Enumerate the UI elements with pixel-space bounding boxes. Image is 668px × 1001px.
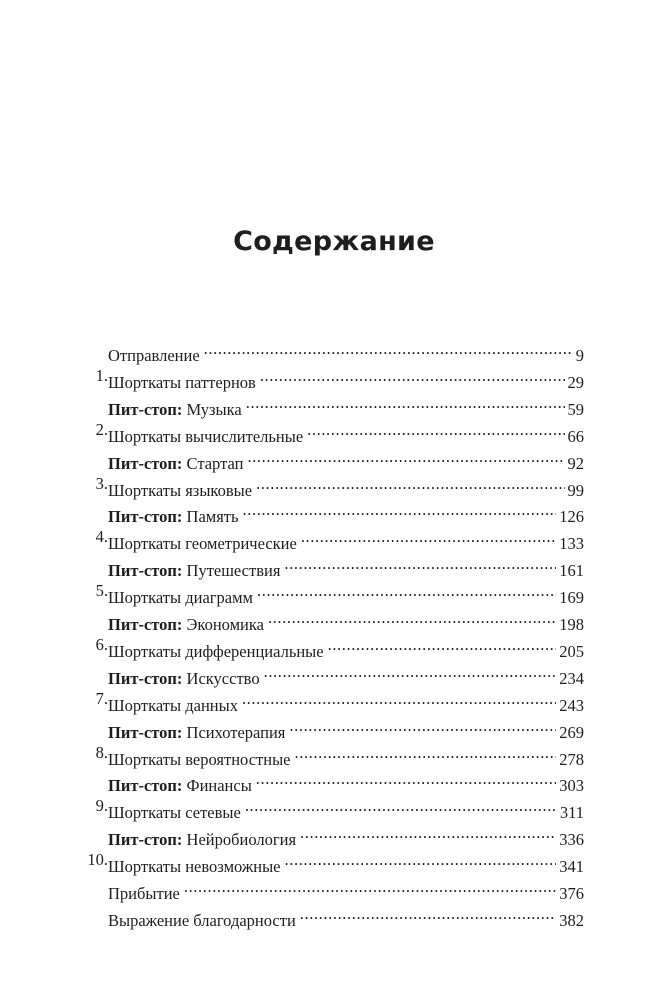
dot-leader	[300, 902, 556, 926]
toc-page-number: 126	[559, 507, 584, 527]
dot-leader	[328, 633, 557, 657]
pit-stop-prefix: Пит-стоп:	[108, 776, 183, 796]
toc-entry-label: Финансы	[186, 776, 252, 796]
toc-row[interactable]	[0, 875, 668, 903]
pit-stop-prefix: Пит-стоп:	[108, 453, 183, 473]
toc-page-number: 234	[559, 668, 584, 688]
dot-leader	[284, 552, 556, 576]
toc-page-number: 29	[567, 372, 584, 392]
pit-stop-prefix: Пит-стоп:	[108, 615, 183, 634]
toc-entry	[108, 902, 584, 933]
dot-leader	[256, 767, 556, 791]
toc-row[interactable]	[0, 391, 668, 419]
toc-entry-label: Путешествия	[186, 561, 281, 581]
dot-leader	[247, 445, 564, 469]
toc-entry-label: Шорткаты диаграмм	[108, 588, 253, 608]
toc-entry-title	[108, 909, 300, 933]
toc-page-number: 243	[559, 695, 584, 715]
dot-leader	[268, 606, 556, 630]
toc-chapter-number: 1.	[95, 365, 108, 385]
toc-row[interactable]	[0, 660, 668, 688]
toc-chapter-number: 10.	[87, 850, 108, 870]
dot-leader	[184, 875, 556, 899]
toc-row[interactable]	[0, 767, 668, 796]
toc-row[interactable]	[0, 552, 668, 581]
dot-leader	[204, 337, 573, 361]
dot-leader	[300, 821, 556, 845]
dot-leader	[243, 498, 557, 522]
toc-chapter-number: 9.	[95, 796, 108, 816]
toc-entry-label: Отправление	[108, 346, 200, 365]
toc-page-number: 341	[559, 857, 584, 877]
dot-leader	[260, 364, 565, 388]
pit-stop-prefix: Пит-стоп:	[108, 722, 183, 742]
toc-entry-label: Нейробиология	[186, 830, 297, 850]
toc-page-number: 198	[559, 615, 584, 634]
dot-leader	[285, 848, 557, 872]
toc-row[interactable]	[0, 337, 668, 365]
toc-entry-label: Психотерапия	[186, 722, 286, 742]
dot-leader	[289, 714, 556, 738]
toc-chapter-number: 6.	[95, 634, 108, 654]
toc-page-number: 133	[559, 534, 584, 554]
toc-row[interactable]	[0, 902, 668, 930]
toc-page-number: 269	[559, 722, 584, 742]
dot-leader	[264, 660, 557, 684]
toc-page-number: 278	[559, 749, 584, 769]
toc-chapter-number: 7.	[95, 688, 108, 708]
toc-entry-label: Выражение благодарности	[108, 910, 296, 930]
toc-row[interactable]	[0, 821, 668, 850]
toc-row[interactable]	[0, 445, 668, 473]
toc-page-number: 311	[559, 803, 584, 823]
toc-page-number: 303	[559, 776, 584, 796]
toc-row[interactable]	[0, 418, 668, 446]
dot-leader	[245, 794, 557, 818]
toc-page-number: 9	[575, 346, 584, 365]
toc-page-number: 161	[559, 561, 584, 581]
toc-row[interactable]	[0, 714, 668, 742]
toc-chapter-number: 4.	[95, 527, 108, 547]
toc-entry-label: Искусство	[186, 668, 260, 688]
toc-entry-label: Шорткаты паттернов	[108, 372, 256, 392]
dot-leader	[307, 418, 564, 442]
toc-entry-label: Стартап	[186, 453, 244, 473]
dot-leader	[257, 579, 556, 603]
toc-row[interactable]	[0, 794, 668, 823]
toc-entry-label: Шорткаты невозможные	[108, 857, 281, 877]
toc-row[interactable]	[0, 472, 668, 500]
toc-page-number: 59	[567, 399, 584, 419]
toc-page-number: 99	[567, 480, 584, 500]
toc-entry-label: Шорткаты вероятностные	[108, 749, 291, 769]
pit-stop-prefix: Пит-стоп:	[108, 830, 183, 850]
toc-page-number: 66	[567, 426, 584, 446]
toc-row[interactable]	[0, 741, 668, 769]
toc-row[interactable]	[0, 687, 668, 715]
toc-page-number: 205	[559, 641, 584, 661]
toc-chapter-number: 2.	[95, 419, 108, 439]
toc-entry-label: Прибытие	[108, 884, 180, 903]
dot-leader	[242, 687, 556, 711]
toc-chapter-number: 8.	[95, 742, 108, 762]
pit-stop-prefix: Пит-стоп:	[108, 507, 183, 527]
pit-stop-prefix: Пит-стоп:	[108, 668, 183, 688]
dot-leader	[256, 472, 564, 496]
pit-stop-prefix: Пит-стоп:	[108, 399, 183, 419]
toc-chapter-number: 3.	[95, 473, 108, 493]
toc-row[interactable]	[0, 579, 668, 608]
toc-entry-label: Экономика	[186, 615, 264, 634]
dot-leader	[246, 391, 565, 415]
toc-row[interactable]	[0, 606, 668, 634]
pit-stop-prefix: Пит-стоп:	[108, 561, 183, 581]
toc-entry-label: Память	[186, 507, 239, 527]
toc-entry-label: Шорткаты геометрические	[108, 534, 297, 554]
dot-leader	[295, 741, 557, 765]
page-title: Содержание	[233, 226, 435, 257]
toc-page-number: 382	[559, 910, 584, 930]
toc-row[interactable]	[0, 848, 668, 877]
toc-entry-label: Музыка	[186, 399, 242, 419]
toc-page-number: 92	[567, 453, 584, 473]
toc-entry-label: Шорткаты дифференциальные	[108, 641, 324, 661]
toc-row[interactable]	[0, 498, 668, 527]
toc-entry-label: Шорткаты языковые	[108, 480, 253, 500]
toc-row[interactable]	[0, 364, 668, 392]
toc-row[interactable]	[0, 633, 668, 661]
toc-page-number: 336	[559, 830, 584, 850]
toc-row[interactable]	[0, 525, 668, 554]
toc-page-number: 169	[559, 588, 584, 608]
toc-entry-label: Шорткаты данных	[108, 695, 238, 715]
toc-entry-label: Шорткаты вычислительные	[108, 426, 304, 446]
toc-entry-label: Шорткаты сетевые	[108, 803, 241, 823]
toc-chapter-number: 5.	[95, 581, 108, 601]
dot-leader	[301, 525, 556, 549]
toc-page-number: 376	[559, 884, 584, 903]
